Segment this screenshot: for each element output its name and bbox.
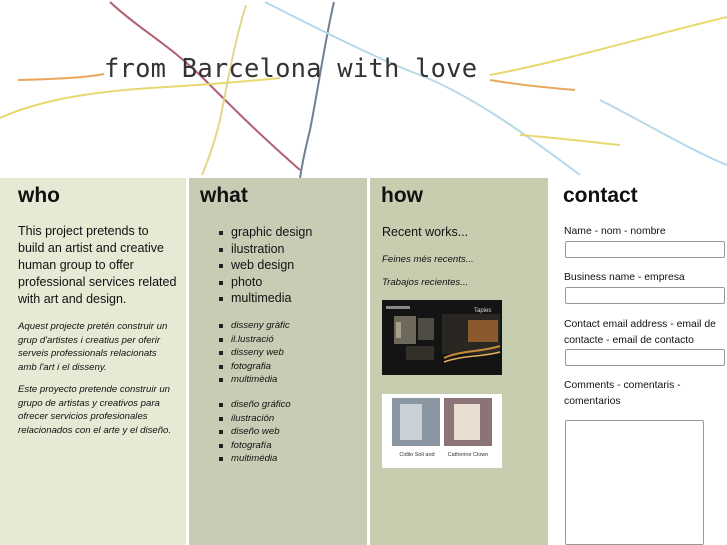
email-label: Contact email address - email de contacte - email de contacto — [564, 319, 716, 346]
list-item: ilustración — [231, 412, 291, 426]
list-item: web design — [231, 257, 312, 274]
list-item: diseño web — [231, 425, 291, 439]
recent-work-thumbnail-2[interactable] — [382, 394, 502, 468]
list-item: photo — [231, 274, 312, 291]
work2-caption-right: Catherine Clown — [447, 452, 489, 458]
list-item: disseny gràfic — [231, 320, 290, 331]
contact-heading: contact — [563, 184, 638, 207]
map-lines-decoration — [0, 0, 727, 178]
name-field[interactable] — [565, 241, 725, 258]
list-item: fotografia — [231, 360, 290, 374]
recent-works-es: Trabajos recientes... — [382, 277, 469, 288]
work2-caption-left: Cidilo Soli and — [399, 452, 435, 458]
business-label: Business name - empresa — [564, 272, 685, 283]
site-title: from Barcelona with love — [104, 54, 478, 84]
list-item: graphic design — [231, 225, 313, 239]
list-item: multimédia — [231, 452, 291, 466]
who-catalan-text: Aquest projecte pretén construir un grup d'artistes i creatius per oferir serveis professionals relacionats amb l'art i el disseny. — [18, 321, 168, 373]
list-item: disseny web — [231, 346, 290, 360]
name-label: Name - nom - nombre — [564, 226, 666, 237]
header-banner — [0, 0, 727, 178]
services-list-english — [231, 224, 312, 307]
what-heading: what — [200, 184, 248, 207]
list-item: multimèdia — [231, 373, 290, 387]
services-list-catalan — [231, 319, 290, 387]
business-field[interactable] — [565, 287, 725, 304]
services-list-spanish — [231, 398, 291, 466]
list-item: fotografía — [231, 439, 291, 453]
who-heading: who — [18, 184, 60, 207]
work1-caption: Tapies — [474, 308, 492, 314]
list-item: il.lustració — [231, 333, 290, 347]
who-intro: This project pretends to build an artist and creative human group to offer professional services related with art and design. — [18, 224, 177, 306]
recent-work-thumbnail-1[interactable] — [382, 300, 502, 375]
how-heading: how — [381, 184, 423, 207]
recent-works-en: Recent works... — [382, 225, 469, 239]
what-column — [189, 178, 367, 545]
list-item: diseño gráfico — [231, 399, 291, 410]
how-column — [370, 178, 548, 545]
email-field[interactable] — [565, 349, 725, 366]
comments-textarea[interactable] — [565, 420, 704, 545]
comments-label: Comments - comentaris - comentarios — [564, 380, 681, 407]
contact-column — [551, 178, 727, 545]
who-spanish-text: Este proyecto pretende construir un grupo de artistas y creativos para ofrecer servicios profesionales relacionados con el arte y el diseño. — [18, 384, 172, 436]
who-column — [0, 178, 186, 545]
list-item: multimedia — [231, 290, 312, 307]
list-item: ilustration — [231, 241, 312, 258]
recent-works-ca: Feines més recents... — [382, 254, 474, 265]
